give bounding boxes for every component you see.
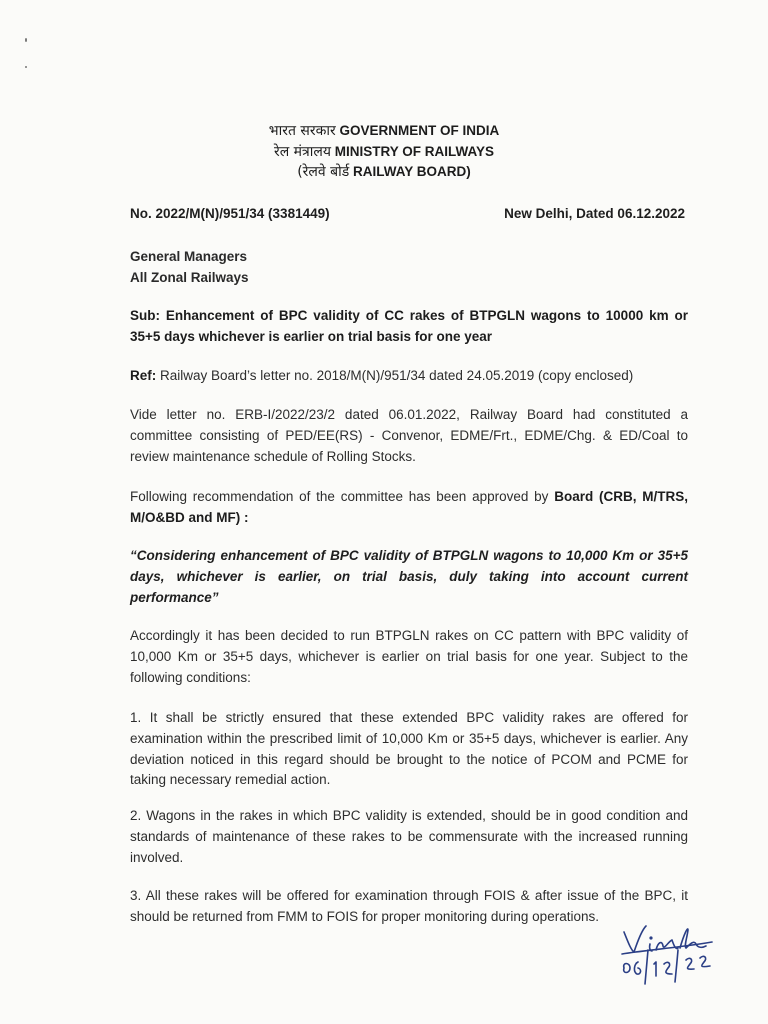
letterhead-line-government (0, 121, 768, 142)
addressee (130, 247, 249, 288)
letterhead-hindi-ministry: रेल मंत्रालय (273, 143, 331, 160)
letterhead-english-ministry: MINISTRY OF RAILWAYS (334, 143, 495, 159)
letterhead-line-ministry (0, 142, 768, 163)
paragraph-committee: Vide letter no. ERB-I/2022/23/2 dated 06.01.2022, Railway Board had constituted a committee consisting of PED/EE(RS) - Convenor, EDME/Frt., EDME/Chg. & ED/Coal to review maintenance schedule of Rolling Stocks. (130, 407, 688, 464)
addressee-line-1: General Managers (130, 249, 248, 264)
paragraph-decision: Accordingly it has been decided to run BTPGLN rakes on CC pattern with BPC validity of 10,000 Km or 35+5 days, whichever is earlier on trial basis for one year. Subject to the following conditions: (130, 628, 688, 685)
approving-authority: Board (CRB, M/TRS, M/O&BD and MF) : (130, 489, 688, 525)
letterhead-english-board: RAILWAY BOARD) (353, 164, 471, 179)
subject-text: Enhancement of BPC validity of CC rakes of BTPGLN wagons to 10000 km or 35+5 days whichever is earlier on trial basis for one year (130, 308, 688, 344)
letterhead-line-board (0, 162, 768, 183)
paragraph-recommendation (130, 487, 688, 529)
letterhead-hindi-government: भारत सरकार (268, 123, 336, 139)
letterhead-hindi-board: (रेलवे बोर्ड (297, 164, 350, 180)
letterhead (0, 121, 768, 183)
addressee-line-2: All Zonal Railways (130, 269, 249, 285)
recommendation-text: Following recommendation of the committee has been approved by (130, 489, 549, 504)
condition-1: 1. It shall be strictly ensured that these extended BPC validity rakes are offered for examination within the prescribed limit of 10,000 Km or 35+5 days, whichever is earlier. Any deviation noticed in this regard should be brought to the notice of PCOM and PCME for taking necessary remedial action. (130, 710, 688, 788)
letter-number: No. 2022/M(N)/951/34 (3381449) (130, 206, 330, 221)
reference-line (130, 366, 688, 387)
condition-3: 3. All these rakes will be offered for examination through FOIS & after issue of the BPC, it should be returned from FMM to FOIS for proper monitoring during operations. (130, 888, 688, 924)
condition-2: 2. Wagons in the rakes in which BPC validity is extended, should be in good condition and standards of maintenance of these rakes to be commensurate with the increased running involved. (130, 808, 688, 865)
letter-dateline: New Delhi, Dated 06.12.2022 (504, 206, 685, 221)
handwritten-signature (616, 920, 726, 986)
subject-line (130, 306, 688, 348)
subject-label: Sub: (130, 308, 160, 323)
reference-text: Railway Board’s letter no. 2018/M(N)/951/34 dated 24.05.2019 (copy enclosed) (160, 368, 634, 383)
quoted-recommendation: “Considering enhancement of BPC validity of BTPGLN wagons to 10,000 Km or 35+5 days, whichever is earlier, on trial basis, duly taking into account current performance” (130, 548, 688, 605)
letterhead-english-government: GOVERNMENT OF INDIA (339, 123, 500, 138)
reference-label: Ref: (130, 368, 157, 383)
